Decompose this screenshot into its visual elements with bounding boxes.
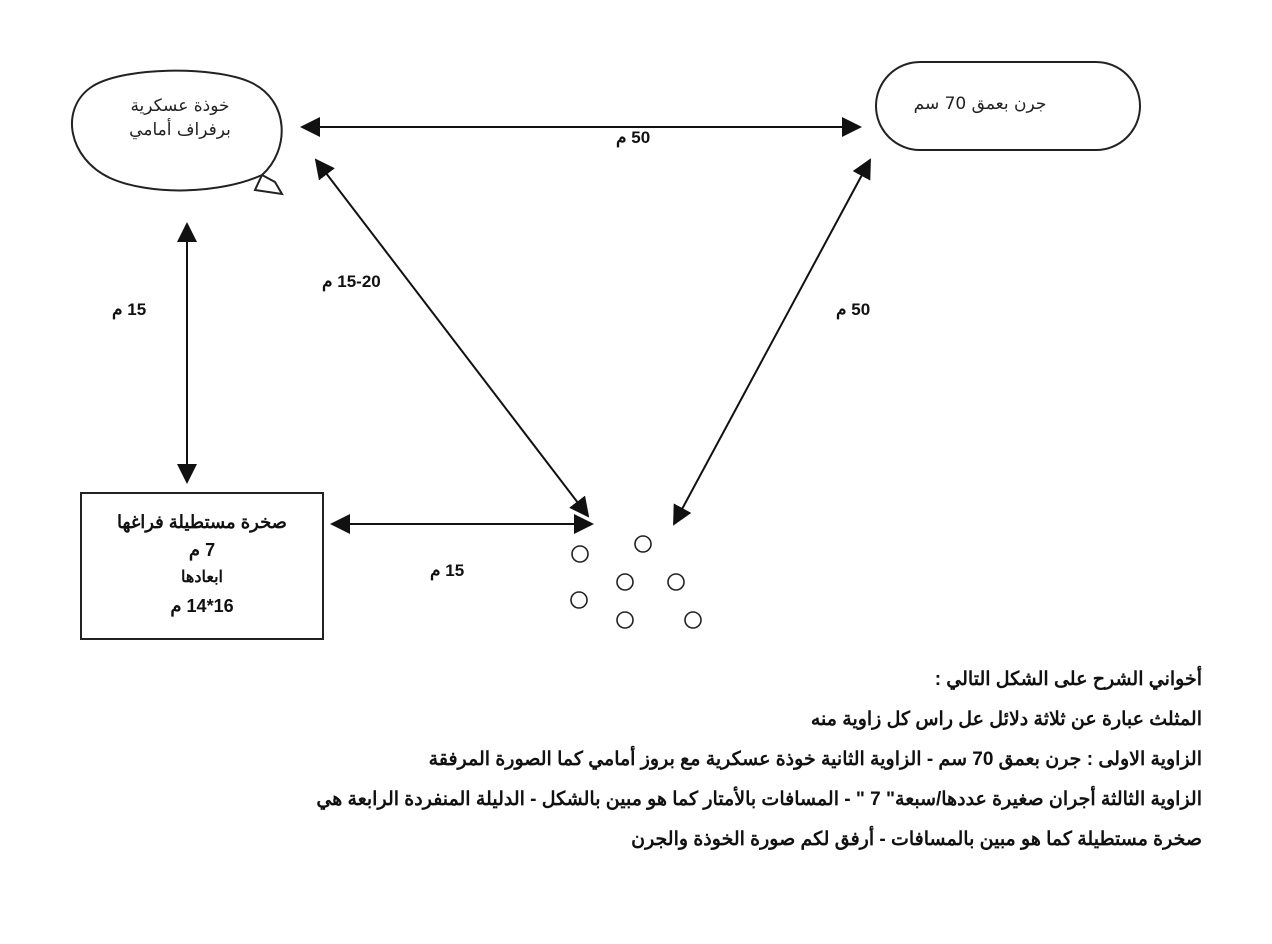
small-jar-circle <box>571 592 587 608</box>
explanation-line-4: الزاوية الثالثة أجران صغيرة عددها/سبعة" 7 " - المسافات بالأمتار كما هو مبين بالشكل - الدليلة المنفردة الرابعة هي <box>316 789 1202 810</box>
jar-label: جرن بعمق 70 سم <box>913 94 1047 114</box>
rock-size-2: 16*14 م <box>170 596 234 616</box>
explanation-line-3: الزاوية الاولى : جرن بعمق 70 سم - الزاوية الثانية خوذة عسكرية مع بروز أمامي كما الصورة المرفقة <box>428 749 1202 770</box>
rock-box <box>80 492 324 640</box>
rock-dims-label: ابعادها <box>181 569 223 586</box>
distance-top: 50 م <box>616 128 651 147</box>
distance-bottom: 15 م <box>430 561 465 580</box>
explanation-text <box>62 666 1202 866</box>
arrow-jar-cluster <box>674 160 870 524</box>
explanation-line-2: المثلث عبارة عن ثلاثة دلائل عل راس كل زاوية منه <box>810 709 1202 730</box>
rock-title: صخرة مستطيلة فراغها <box>117 512 287 532</box>
distance-left: 15 م <box>112 300 147 319</box>
small-jar-circle <box>572 546 588 562</box>
small-jar-circle <box>635 536 651 552</box>
helmet-label-line2: برفراف أمامي <box>129 120 231 140</box>
explanation-line-5: صخرة مستطيلة كما هو مبين بالمسافات - أرفق لكم صورة الخوذة والجرن <box>631 829 1202 850</box>
rock-size-1: 7 م <box>188 540 216 560</box>
small-jar-circle <box>617 574 633 590</box>
small-jar-circle <box>668 574 684 590</box>
small-jar-circle <box>685 612 701 628</box>
small-jars-cluster <box>571 536 701 628</box>
small-jar-circle <box>617 612 633 628</box>
arrow-helmet-cluster <box>316 160 588 516</box>
distance-diagonal: 15-20 م <box>322 272 381 291</box>
helmet-label <box>100 94 260 142</box>
distance-right: 50 م <box>836 300 871 319</box>
helmet-label-line1: خوذة عسكرية <box>130 96 230 116</box>
explanation-line-1: أخواني الشرح على الشكل التالي : <box>934 669 1202 690</box>
